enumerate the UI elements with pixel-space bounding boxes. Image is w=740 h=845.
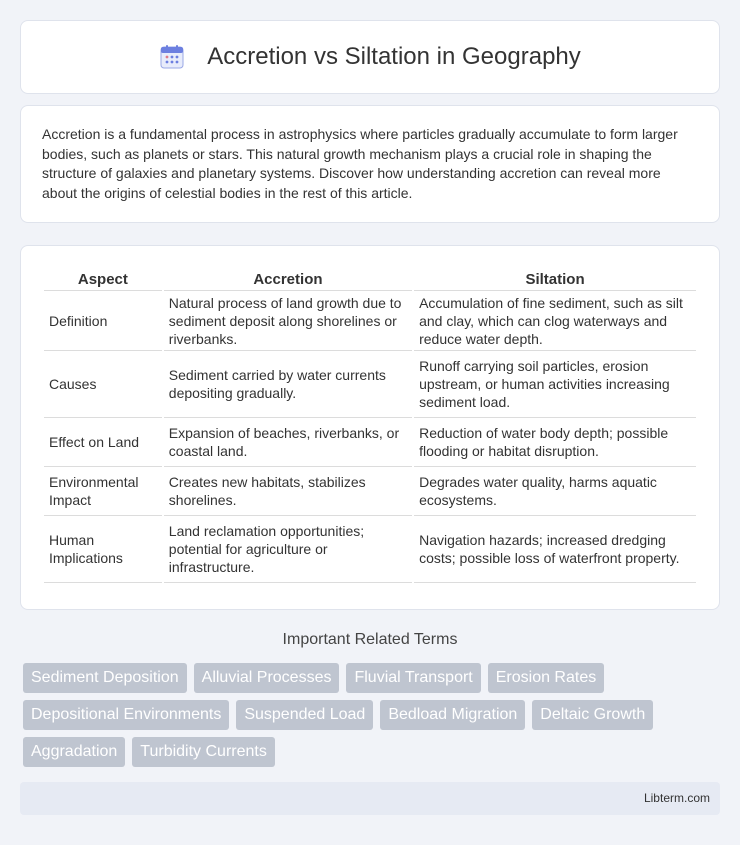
calendar-icon (159, 44, 185, 70)
related-term-tag[interactable]: Suspended Load (236, 700, 373, 730)
comparison-table-card (20, 245, 720, 610)
table-cell: Reduction of water body depth; possible flooding or habitat disruption. (414, 418, 696, 467)
intro-paragraph: Accretion is a fundamental process in astrophysics where particles gradually accumulate to form larger bodies, such as planets or stars. This natural growth mechanism plays a crucial role in shaping the structure of galaxies and planetary systems. Discover how understanding accretion can reveal more about the origins of celestial bodies in the rest of this article. (42, 126, 678, 201)
related-term-tag[interactable]: Erosion Rates (488, 663, 605, 693)
related-terms-list (23, 663, 723, 774)
table-cell: Definition (44, 291, 162, 351)
table-cell: Expansion of beaches, riverbanks, or coastal land. (164, 418, 412, 467)
related-term-tag[interactable]: Alluvial Processes (194, 663, 340, 693)
related-term-tag[interactable]: Turbidity Currents (132, 737, 275, 767)
intro-card (20, 105, 720, 223)
table-header-row (44, 265, 696, 291)
table-row (44, 291, 696, 351)
table-cell: Causes (44, 351, 162, 418)
table-cell: Creates new habitats, stabilizes shorelines. (164, 467, 412, 516)
related-term-tag[interactable]: Bedload Migration (380, 700, 525, 730)
column-header-aspect: Aspect (44, 265, 162, 291)
column-header-siltation: Siltation (414, 265, 696, 291)
table-cell: Land reclamation opportunities; potential for agriculture or infrastructure. (164, 516, 412, 583)
footer (20, 782, 720, 815)
related-term-tag[interactable]: Depositional Environments (23, 700, 229, 730)
related-terms-title: Important Related Terms (282, 631, 458, 648)
header-card (20, 20, 720, 94)
table-cell: Sediment carried by water currents depositing gradually. (164, 351, 412, 418)
table-cell: Human Implications (44, 516, 162, 583)
column-header-accretion: Accretion (164, 265, 412, 291)
table-cell: Navigation hazards; increased dredging costs; possible loss of waterfront property. (414, 516, 696, 583)
table-cell: Accumulation of fine sediment, such as silt and clay, which can clog waterways and reduce water depth. (414, 291, 696, 351)
table-cell: Natural process of land growth due to sediment deposit along shorelines or riverbanks. (164, 291, 412, 351)
table-row (44, 516, 696, 583)
table-cell: Degrades water quality, harms aquatic ecosystems. (414, 467, 696, 516)
footer-site-link[interactable]: Libterm.com (643, 791, 710, 805)
related-term-tag[interactable]: Fluvial Transport (346, 663, 480, 693)
related-term-tag[interactable]: Aggradation (23, 737, 125, 767)
table-cell: Runoff carrying soil particles, erosion upstream, or human activities increasing sediment load. (414, 351, 696, 418)
related-term-tag[interactable]: Sediment Deposition (23, 663, 187, 693)
table-cell: Environmental Impact (44, 467, 162, 516)
related-term-tag[interactable]: Deltaic Growth (532, 700, 653, 730)
page-title: Accretion vs Siltation in Geography (207, 43, 581, 70)
table-row (44, 418, 696, 467)
comparison-table (42, 265, 698, 583)
table-cell: Effect on Land (44, 418, 162, 467)
table-row (44, 351, 696, 418)
table-row (44, 467, 696, 516)
